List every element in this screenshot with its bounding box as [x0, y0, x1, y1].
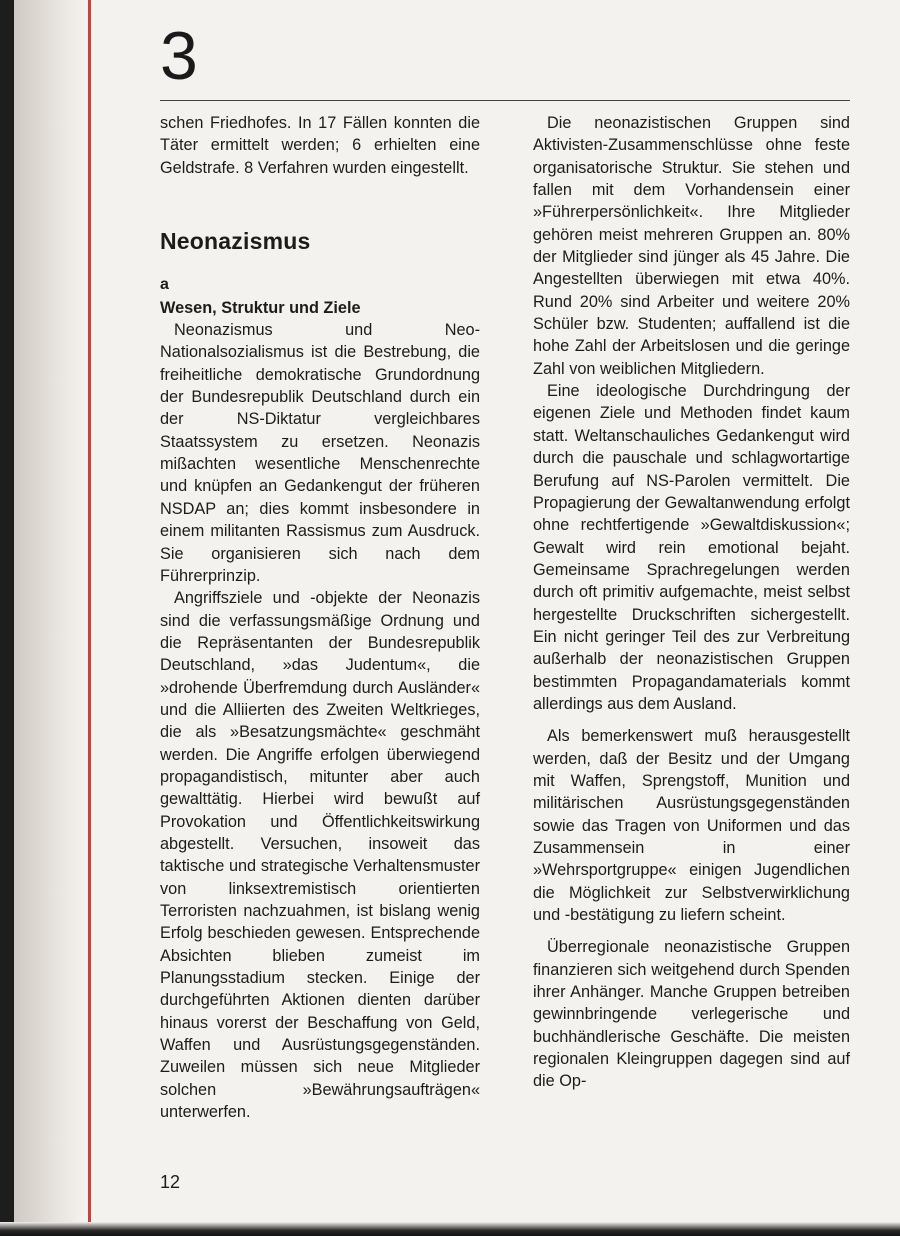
scan-bottom-edge: [0, 1222, 900, 1236]
page-number: 12: [160, 1172, 181, 1192]
section-letter: a: [160, 276, 169, 294]
margin-red-line: [88, 0, 91, 1236]
body-paragraph: Eine ideologische Durchdringung der eigenen Ziele und Methoden findet kaum statt. Weltanschauliches Gedankengut wird durch die pauschale und schlagwortartige Berufung auf NS-Parolen vermittelt. Die Propagierung der Gewaltanwendung erfolgt ohne rechtfertigende »Gewaltdiskussion«; Gewalt wird rein emotional bejaht. Gemeinsame Sprachregelungen werden durch oft primitiv aufgemachte, meist selbst hergestellte Druckschriften sichergestellt. Ein nicht geringer Teil des zur Verbreitung außerhalb der neonazistischen Gruppen bestimmten Propagandamaterials kommt allerdings aus dem Ausland.: [533, 382, 850, 713]
body-paragraph: Neonazismus und Neo-Nationalsozialismus ist die Bestrebung, die freiheitliche demokratische Grundordnung der Bundesrepublik Deutschland durch ein der NS-Diktatur vergleichbares Staatssystem zu ersetzen. Neonazis mißachten wesentliche Menschenrechte und knüpfen an Gedankengut der früheren NSDAP an; dies kommt insbesondere in einem militanten Rassismus zum Ausdruck. Sie organisieren sich nach dem Führerprinzip.: [160, 321, 480, 585]
book-binding-edge: [0, 0, 14, 1236]
body-paragraph: Überregionale neonazistische Gruppen finanzieren sich weitgehend durch Spenden ihrer Anhänger. Manche Gruppen betreiben gewinnbringende verlegerische und buchhändlerische Geschäfte. Die meisten regionalen Kleingruppen dagegen sind auf die Op-: [533, 938, 850, 1091]
section-heading: Neonazismus: [160, 228, 311, 255]
intro-paragraph: schen Friedhofes. In 17 Fällen konnten die Täter ermittelt werden; 6 erhielten eine Geldstrafe. 8 Verfahren wurden eingestellt.: [160, 114, 480, 177]
page-gutter-shadow: [14, 0, 84, 1236]
header-rule: [160, 100, 850, 101]
left-column: [160, 112, 480, 1123]
body-paragraph: Die neonazistischen Gruppen sind Aktivisten-Zusammenschlüsse ohne feste organisatorische Struktur. Sie stehen und fallen mit dem Vorhandensein einer »Führerpersönlichkeit«. Ihre Mitglieder gehören meist mehreren Gruppen an. 80% der Mitglieder sind jünger als 45 Jahre. Die Angestellten überwiegen mit etwa 40%. Rund 20% sind Arbeiter und weitere 20% Schüler bzw. Studenten; auffallend ist die hohe Zahl der Arbeitslosen und die geringe Zahl von weiblichen Mitgliedern.: [533, 114, 850, 378]
right-column: [533, 112, 850, 1093]
subheading: Wesen, Struktur und Ziele: [160, 298, 361, 317]
body-paragraph: Angriffsziele und -objekte der Neonazis sind die verfassungsmäßige Ordnung und die Repräsentanten der Bundesrepublik Deutschland, »das Judentum«, die »drohende Überfremdung durch Ausländer« und die Alliierten des Zweiten Weltkrieges, die als »Besatzungsmächte« geschmäht werden. Die Angriffe erfolgen überwiegend propagandistisch, mitunter aber auch gewalttätig. Hierbei wird bewußt auf Provokation und Öffentlichkeitswirkung abgestellt. Versuchen, insoweit das taktische und strategische Verhaltensmuster von linksextremistisch orientierten Terroristen nachzuahmen, ist bislang wenig Erfolg beschieden gewesen. Entsprechende Absichten blieben zumeist im Planungsstadium stecken. Einige der durchgeführten Aktionen dienten darüber hinaus vorerst der Beschaffung von Geld, Waffen und Ausrüstungsgegenständen. Zuweilen müssen sich neue Mitglieder solchen »Bewährungsaufträgen« unterwerfen.: [160, 589, 480, 1122]
chapter-number: 3: [160, 18, 198, 94]
body-paragraph: Als bemerkenswert muß herausgestellt werden, daß der Besitz und der Umgang mit Waffen, Sprengstoff, Munition und militärischen Ausrüstungsgegenständen sowie das Tragen von Uniformen und das Zusammensein in einer »Wehrsportgruppe« einigen Jugendlichen die Möglichkeit zur Selbstverwirklichung und -bestätigung zu liefern scheint.: [533, 727, 850, 925]
